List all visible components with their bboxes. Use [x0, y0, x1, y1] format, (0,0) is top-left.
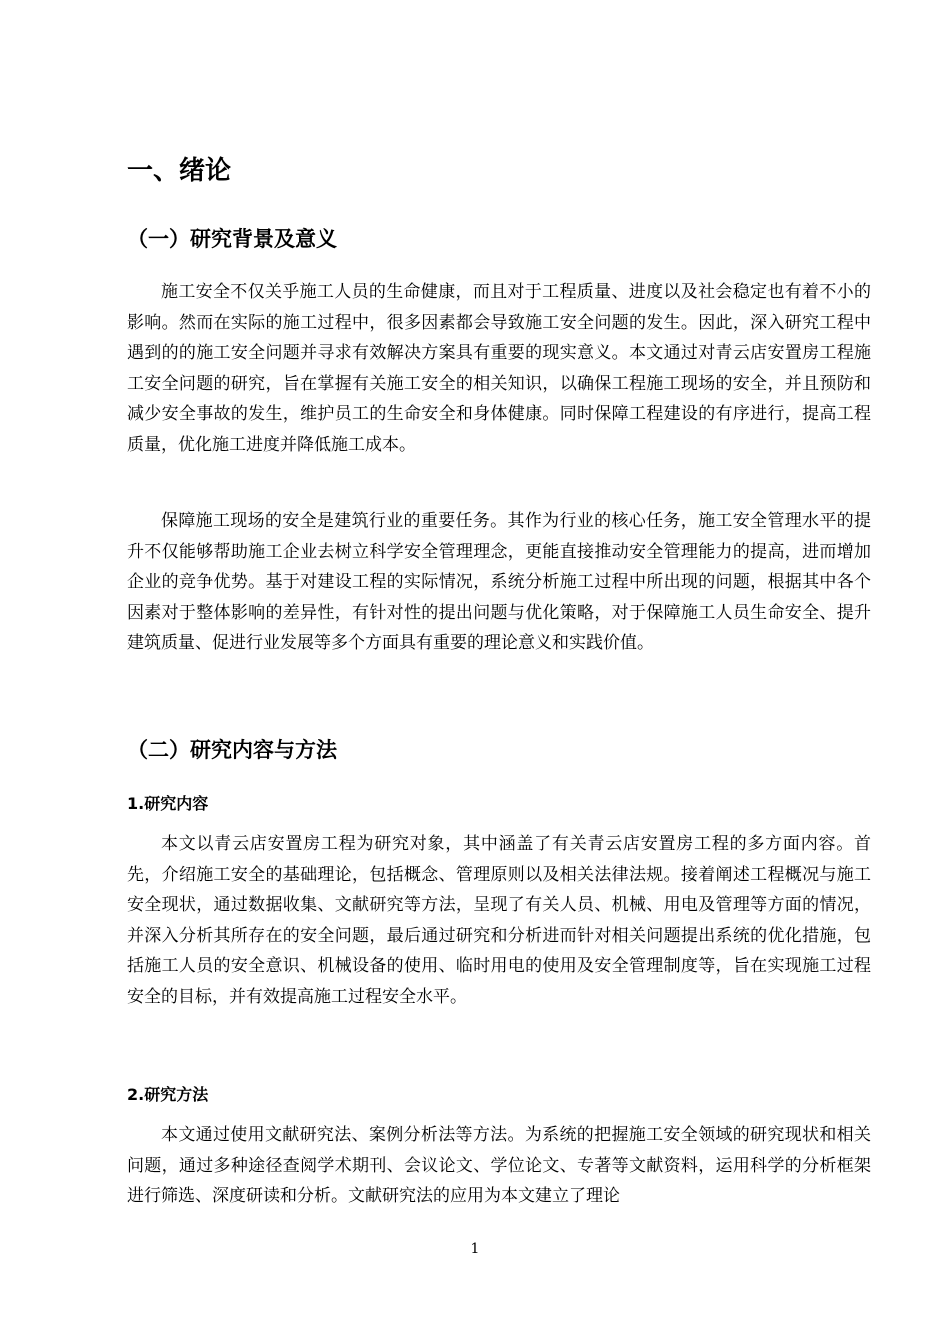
- section-title-background: （一）研究背景及意义: [127, 227, 337, 251]
- paragraph-method: 本文通过使用文献研究法、案例分析法等方法。为系统的把握施工安全领域的研究现状和相关问题，通过多种途径查阅学术期刊、会议论文、学位论文、专著等文献资料，运用科学的分析框架进行筛选、深度研读和分析。文献研究法的应用为本文建立了理论: [127, 1125, 871, 1206]
- section-title-content-method: （二）研究内容与方法: [127, 738, 337, 762]
- chapter-title: 一、绪论: [127, 156, 232, 186]
- subsection-title-method: 2.研究方法: [127, 1085, 209, 1104]
- page-number: 1: [470, 1241, 480, 1257]
- paragraph-background-2: 保障施工现场的安全是建筑行业的重要任务。其作为行业的核心任务，施工安全管理水平的提升不仅能够帮助施工企业去树立科学安全管理理念，更能直接推动安全管理能力的提高，进而增加企业的竞争优势。基于对建设工程的实际情况，系统分析施工过程中所出现的问题，根据其中各个因素对于整体影响的差异性，有针对性的提出问题与优化策略，对于保障施工人员生命安全、提升建筑质量、促进行业发展等多个方面具有重要的理论意义和实践价值。: [127, 511, 871, 653]
- paragraph-background-1: 施工安全不仅关乎施工人员的生命健康，而且对于工程质量、进度以及社会稳定也有着不小的影响。然而在实际的施工过程中，很多因素都会导致施工安全问题的发生。因此，深入研究工程中遇到的的施工安全问题并寻求有效解决方案具有重要的现实意义。本文通过对青云店安置房工程施工安全问题的研究，旨在掌握有关施工安全的相关知识，以确保工程施工现场的安全，并且预防和减少安全事故的发生，维护员工的生命安全和身体健康。同时保障工程建设的有序进行，提高工程质量，优化施工进度并降低施工成本。: [127, 282, 871, 455]
- subsection-title-content: 1.研究内容: [127, 794, 209, 813]
- paragraph-content: 本文以青云店安置房工程为研究对象，其中涵盖了有关青云店安置房工程的多方面内容。首先，介绍施工安全的基础理论，包括概念、管理原则以及相关法律法规。接着阐述工程概况与施工安全现状，通过数据收集、文献研究等方法，呈现了有关人员、机械、用电及管理等方面的情况，并深入分析其所存在的安全问题，最后通过研究和分析进而针对相关问题提出系统的优化措施，包括施工人员的安全意识、机械设备的使用、临时用电的使用及安全管理制度等，旨在实现施工过程安全的目标，并有效提高施工过程安全水平。: [127, 834, 871, 1007]
